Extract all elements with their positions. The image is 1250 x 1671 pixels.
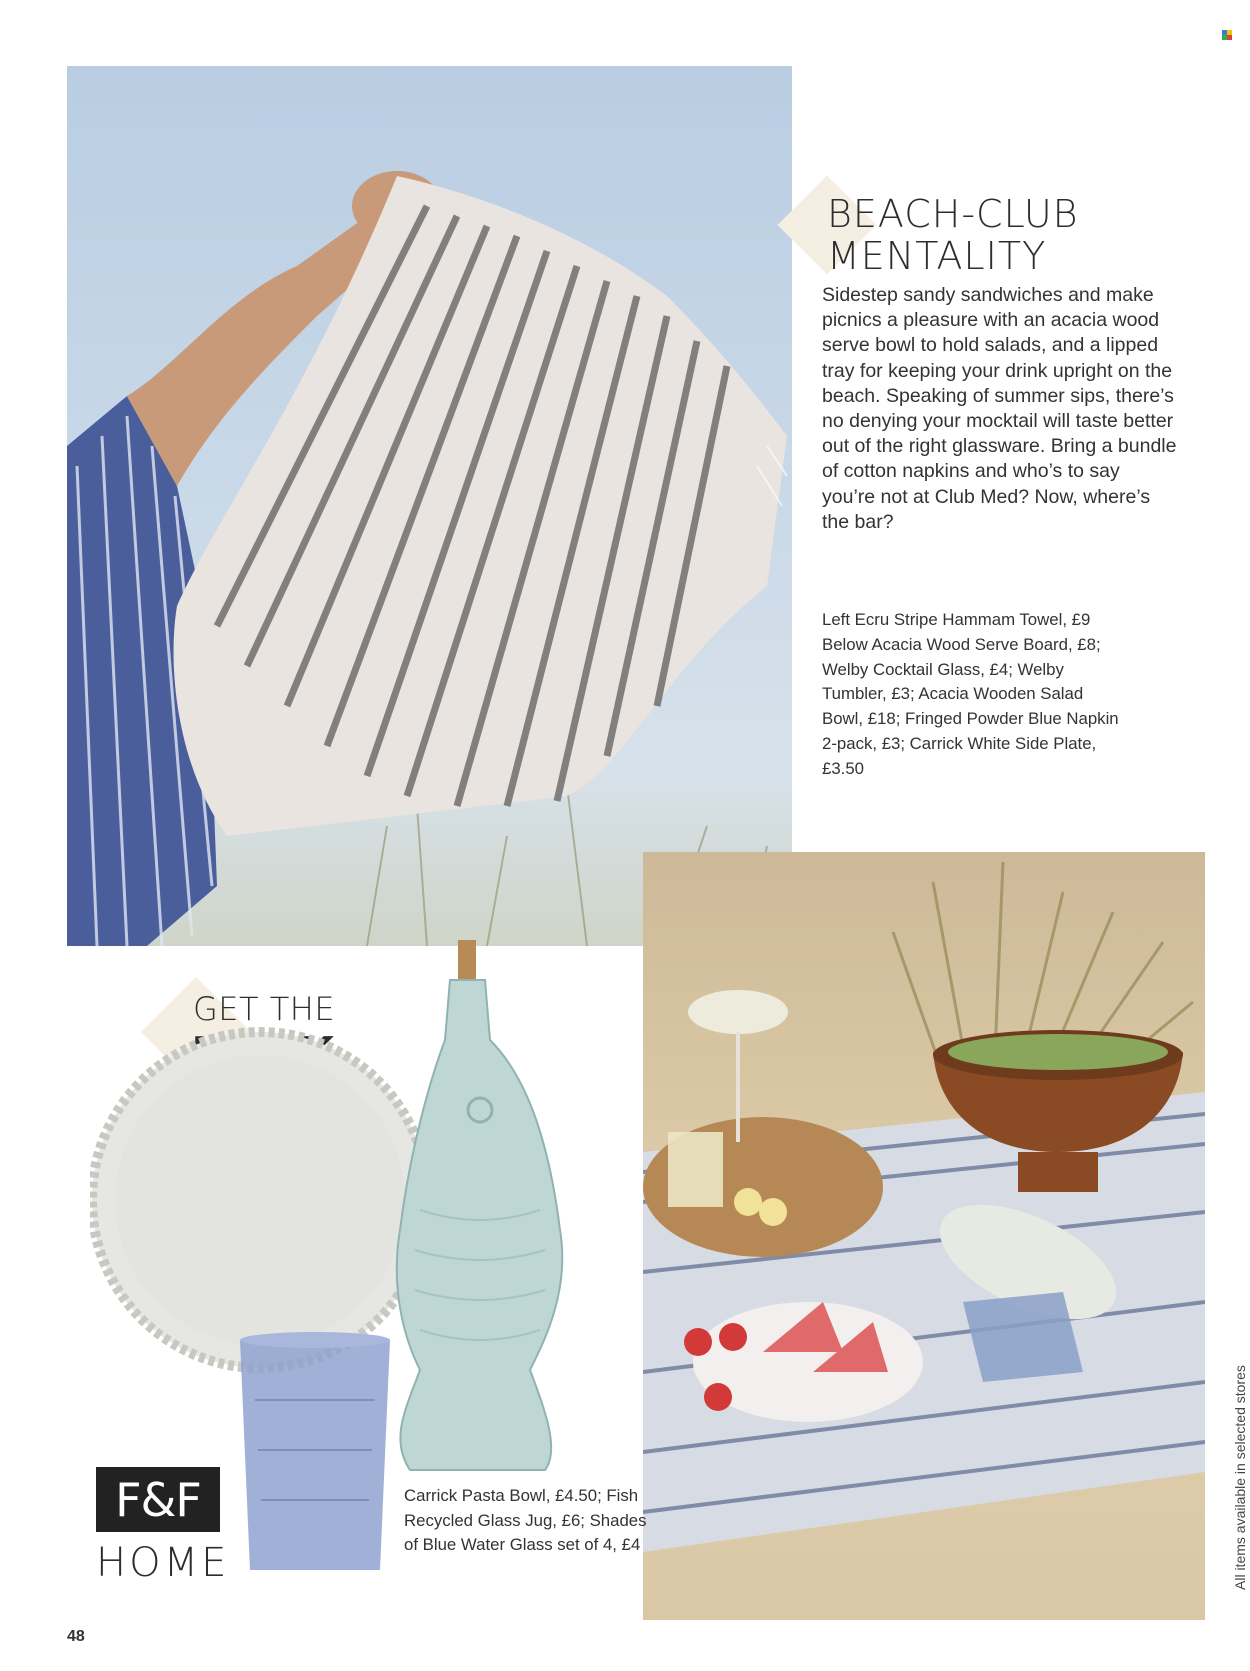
ff-home-logo: [96, 1467, 230, 1586]
get-the-look-heading-line-1: GET THE: [193, 990, 336, 1028]
page-title-line-2: MENTALITY: [827, 234, 1047, 278]
credit-left-label: Left: [822, 610, 850, 629]
intro-paragraph: Sidestep sandy sandwiches and make picnics a pleasure with an acacia wood serve bowl to hold salads, and a lipped tray for keeping your drink upright on the beach. Speaking of summer sips, there’s no denying your mocktail will taste better out of the right glassware. Bring a bundle of cotton napkins and who’s to say you’re not at Club Med? Now, where’s the bar?: [822, 284, 1177, 533]
hero-towel-photo: [67, 66, 792, 946]
credit-left-text: Ecru Stripe Hammam Towel, £9: [854, 610, 1091, 629]
picnic-photo: [643, 852, 1205, 1620]
page-title-line-1: BEACH-CLUB: [827, 192, 1079, 236]
ff-logo-home-text: HOME: [96, 1540, 230, 1586]
page-number: 48: [67, 1628, 85, 1645]
product-credits: [822, 608, 1122, 782]
availability-note: All items available in selected stores: [1232, 1365, 1248, 1590]
corner-color-mark: [1222, 30, 1232, 40]
page-title: [827, 193, 1187, 277]
get-the-look-products: Carrick Pasta Bowl, £4.50; Fish Recycled Glass Jug, £6; Shades of Blue Water Glass set of 4, £4: [404, 1486, 647, 1555]
credit-below-text: Acacia Wood Serve Board, £8; Welby Cocktail Glass, £4; Welby Tumbler, £3; Acacia Wooden Salad Bowl, £18; Fringed Powder Blue Napkin 2-pack, £3; Carrick White Side Plate, £3.50: [822, 634, 1119, 778]
credit-below-label: Below: [822, 634, 868, 654]
ff-logo-mark: F&F: [96, 1467, 220, 1532]
